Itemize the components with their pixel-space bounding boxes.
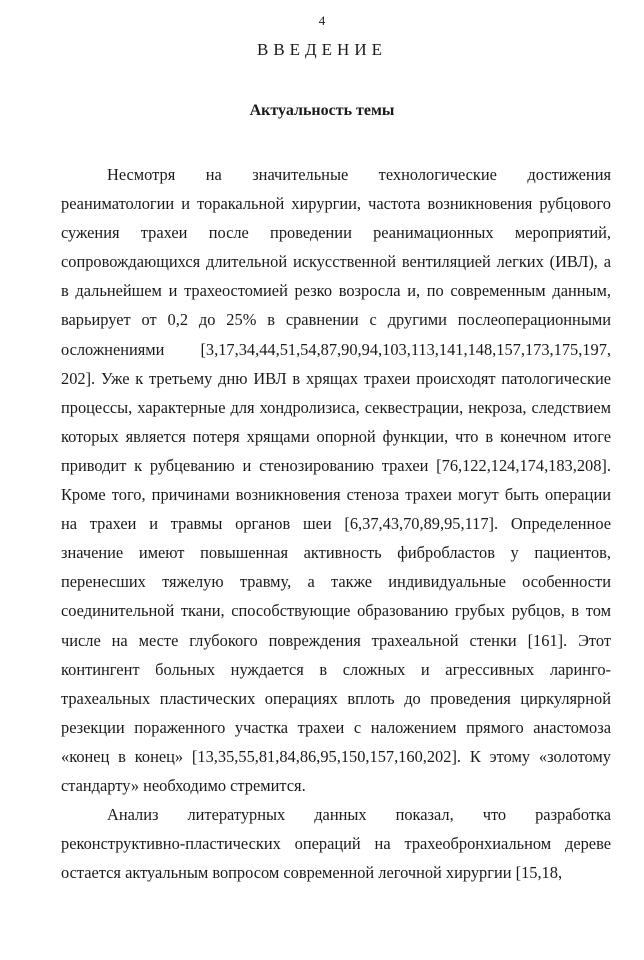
- paragraph: Анализ литературных данных показал, что разработка реконструктивно-пластических операций на трахеобронхиальном дереве остается актуальным вопросом современной легочной хирургии [15,18,: [61, 805, 611, 883]
- section-title: Актуальность темы: [249, 102, 395, 119]
- paragraph: Несмотря на значительные технологические достижения реаниматологии и торакальной хирургии, частота возникновения рубцового сужения трахеи после проведении реанимационных мероприятий, сопровождающихся длительной искусственной вентиляцией легких (ИВЛ), а в дальнейшем и трахеостомией резко возросла и, по современным данным, варьирует от 0,2 до 25% в сравнении с другими послеоперационными осложнениями [3,17,34,44,51,54,87,90,94,103,113,141,148,157,173,175,197, 202]. Уже к третьему дню ИВЛ в хрящах трахеи происходят патологические процессы, характерные для хондролизиса, секвестрации, некроза, следствием которых является потеря хрящами опорной функции, что в конечном итоге приводит к рубцеванию и стенозированию трахеи [76,122,124,174,183,208]. Кроме того, причинами возникновения стеноза трахеи могут быть операции на трахеи и травмы органов шеи [6,37,43,70,89,95,117]. Определенное значение имеют повышенная активность фибробластов у пациентов, перенесших тяжелую травму, а также индивидуальные особенности соединительной ткани, способствующие образованию грубых рубцов, в том числе на месте глубокого повреждения трахеальной стенки [161]. Этот контингент больных нуждается в сложных и агрессивных ларинго-трахеальных пластических операциях вплоть до проведения циркулярной резекции пораженного участка трахеи с наложением прямого анастомоза «конец в конец» [13,35,55,81,84,86,95,150,157,160,202]. К этому «золотому стандарту» необходимо стремится.: [61, 165, 611, 795]
- page-number: 4: [318, 13, 326, 28]
- body-text: [61, 160, 611, 887]
- chapter-title: ВВЕДЕНИЕ: [257, 40, 387, 59]
